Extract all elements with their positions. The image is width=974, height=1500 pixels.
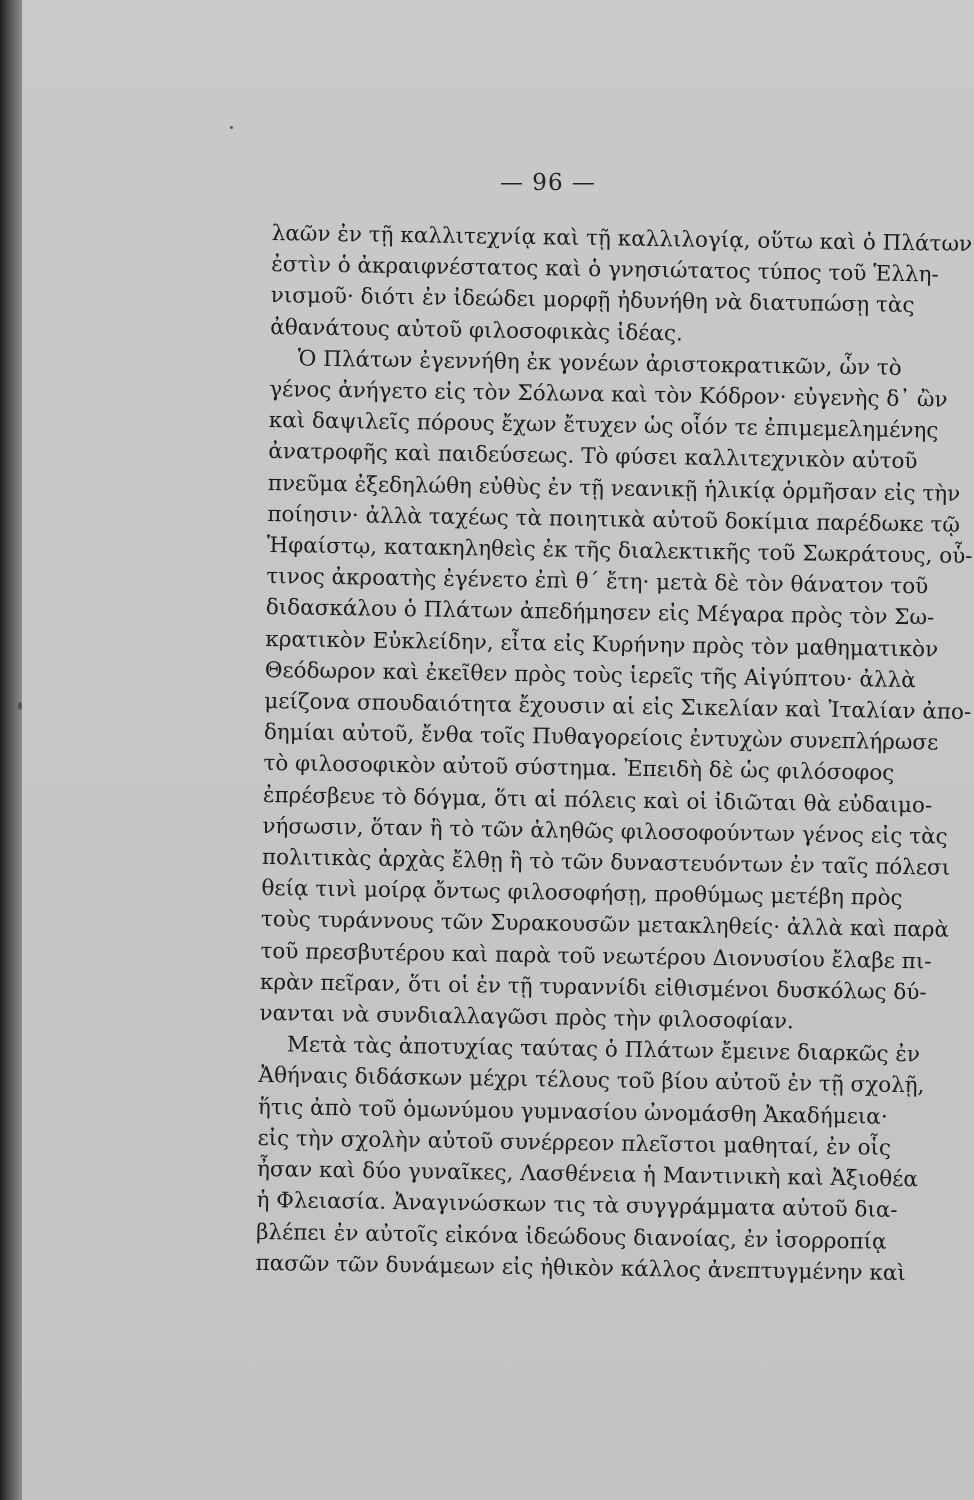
text-line: νισμοῦ· διότι ἐν ἰδεώδει μορφῇ ἠδυνήθη νὰ διατυπώσῃ τὰς xyxy=(270,283,915,319)
text-line: Ἡφαίστῳ, κατακηληθεὶς ἐκ τῆς διαλεκτικῆς τοῦ Σωκράτους, οὗ- xyxy=(266,532,973,570)
text-line: πολιτικὰς ἀρχὰς ἔλθῃ ἢ τὸ τῶν δυναστευόντων ἐν ταῖς πόλεσι xyxy=(261,844,951,881)
text-line: ἀνατροφῆς καὶ παιδεύσεως. Τὸ φύσει καλλιτεχνικὸν αὐτοῦ xyxy=(268,439,918,475)
text-line: Ὁ Πλάτων ἐγεννήθη ἐκ γονέων ἀριστοκρατικῶν, ὧν τὸ xyxy=(297,346,902,381)
text-line: τοῦ πρεσβυτέρου καὶ παρὰ τοῦ νεωτέρου Διονυσίου ἔλαβε πι- xyxy=(260,938,932,975)
text-line: ποίησιν· ἀλλὰ ταχέως τὰ ποιητικὰ αὐτοῦ δοκίμια παρέδωκε τῷ xyxy=(267,501,961,538)
text-line: πνεῦμα ἐξεδηλώθη εὐθὺς ἐν τῇ νεανικῇ ἡλικίᾳ ὁρμῆσαν εἰς τὴν xyxy=(267,470,961,507)
text-line: Ἀθήναις διδάσκων μέχρι τέλους τοῦ βίου αὐτοῦ ἐν τῇ σχολῇ, xyxy=(258,1063,925,1099)
text-line: τοὺς τυράννους τῶν Συρακουσῶν μετακληθείς· ἀλλὰ καὶ παρὰ xyxy=(260,907,950,944)
text-line: διδασκάλου ὁ Πλάτων ἀπεδήμησεν εἰς Μέγαρα πρὸς τὸν Σω- xyxy=(265,595,935,631)
text-line: θείᾳ τινὶ μοίρᾳ ὄντως φιλοσοφήσῃ, προθύμως μετέβη πρὸς xyxy=(261,876,903,912)
text-line: κρατικὸν Εὐκλείδην, εἶτα εἰς Κυρήνην πρὸς τὸν μαθηματικὸν xyxy=(265,626,939,663)
text-line: βλέπει ἐν αὐτοῖς εἰκόνα ἰδεώδους διανοίας, ἐν ἰσορροπίᾳ xyxy=(255,1219,887,1255)
body-text xyxy=(255,218,973,1288)
paper-speck xyxy=(230,126,233,129)
text-line: νήσωσιν, ὅταν ἢ τὸ τῶν ἀληθῶς φιλοσοφούντων γένος εἰς τὰς xyxy=(262,813,948,850)
text-line: ἀθανάτους αὐτοῦ φιλοσοφικὰς ἰδέας. xyxy=(270,314,684,347)
text-line: κρὰν πεῖραν, ὅτι οἱ ἐν τῇ τυραννίδι εἰθισμένοι δυσκόλως δύ- xyxy=(259,969,927,1006)
text-line: ἐστὶν ὁ ἀκραιφνέστατος καὶ ὁ γνησιώτατος τύπος τοῦ Ἑλλη- xyxy=(271,252,939,288)
text-line: ἥτις ἀπὸ τοῦ ὁμωνύμου γυμνασίου ὠνομάσθη Ἀκαδήμεια· xyxy=(257,1094,888,1130)
text-line: Μετὰ τὰς ἀποτυχίας ταύτας ὁ Πλάτων ἔμεινε διαρκῶς ἐν xyxy=(286,1032,921,1068)
page-number: — 96 — xyxy=(500,170,596,196)
text-line: ἦσαν καὶ δύο γυναῖκες, Λασθένεια ἡ Μαντινικὴ καὶ Ἀξιοθέα xyxy=(256,1156,919,1193)
paper-speck xyxy=(18,702,22,710)
text-line: ἡ Φλειασία. Ἀναγινώσκων τις τὰ συγγράμματα αὐτοῦ δια- xyxy=(256,1188,898,1224)
text-line: λαῶν ἐν τῇ καλλιτεχνίᾳ καὶ τῇ καλλιλογίᾳ, οὕτω καὶ ὁ Πλάτων xyxy=(271,220,973,257)
text-line: μείζονα σπουδαιότητα ἔχουσιν αἱ εἰς Σικελίαν καὶ Ἰταλίαν ἀπο- xyxy=(264,688,972,726)
text-line: τινος ἀκροατὴς ἐγένετο ἐπὶ θ΄ ἔτη· μετὰ δὲ τὸν θάνατον τοῦ xyxy=(266,564,929,600)
text-line: τὸ φιλοσοφικὸν αὐτοῦ σύστημα. Ἐπειδὴ δὲ ὡς φιλόσοφος xyxy=(263,751,895,787)
book-spine-shadow xyxy=(0,0,22,1500)
text-line: πασῶν τῶν δυνάμεων εἰς ἠθικὸν κάλλος ἀνεπτυγμένην καὶ xyxy=(255,1250,906,1286)
text-line: εἰς τὴν σχολὴν αὐτοῦ συνέρρεον πλεῖστοι μαθηταί, ἐν οἷς xyxy=(257,1125,892,1161)
text-line: δημίαι αὐτοῦ, ἔνθα τοῖς Πυθαγορείοις ἐντυχὼν συνεπλήρωσε xyxy=(263,720,939,756)
text-line: γένος ἀνήγετο εἰς τὸν Σόλωνα καὶ τὸν Κόδρον· εὐγενὴς δ᾽ ὢν xyxy=(269,376,948,413)
text-line: Θεόδωρον καὶ ἐκεῖθεν πρὸς τοὺς ἱερεῖς τῆς Αἰγύπτου· ἀλλὰ xyxy=(264,657,916,694)
text-line: καὶ δαψιλεῖς πόρους ἔχων ἔτυχεν ὡς οἷόν τε ἐπιμεμελημένης xyxy=(268,408,939,444)
text-line: ἐπρέσβευε τὸ δόγμα, ὅτι αἱ πόλεις καὶ οἱ ἰδιῶται θὰ εὐδαιμο- xyxy=(262,782,933,819)
text-line: νανται νὰ συνδιαλλαγῶσι πρὸς τὴν φιλοσοφίαν. xyxy=(259,1000,795,1035)
